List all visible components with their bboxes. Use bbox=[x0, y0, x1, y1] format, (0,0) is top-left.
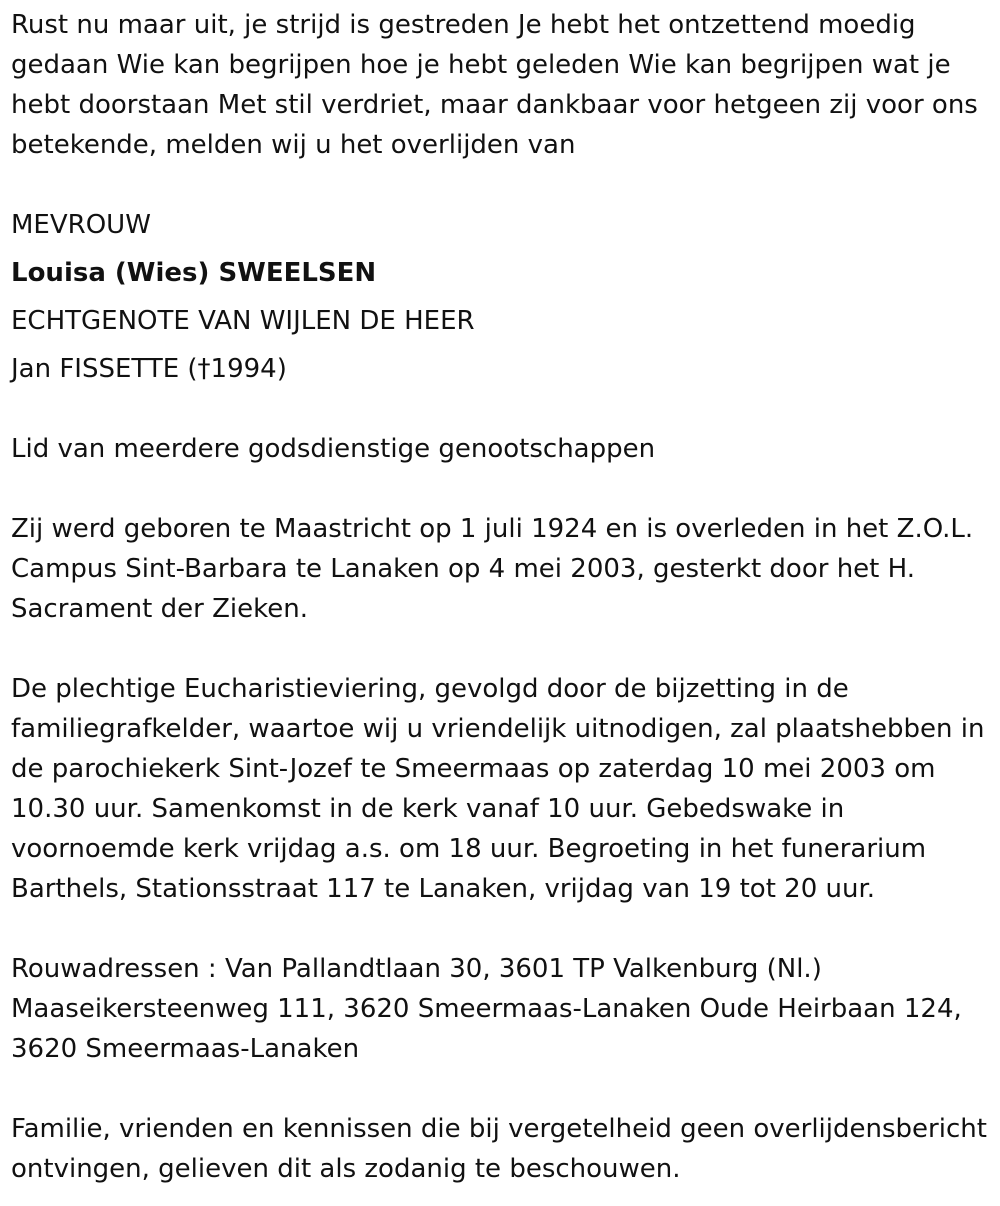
deceased-block bbox=[11, 205, 1000, 389]
spouse-name: Jan FISSETTE (†1994) bbox=[11, 354, 287, 384]
service-text: De plechtige Eucharistieviering, gevolgd door de bijzetting in de familiegrafkelder, waartoe wij u vriendelijk uitnodigen, zal plaatshebben in de parochiekerk Sint-Jozef te Smeermaas op zaterdag 10 mei 2003 om 10.30 uur. Samenkomst in de kerk vanaf 10 uur. Gebedswake in voornoemde kerk vrijdag a.s. om 18 uur. Begroeting in het funerarium Barthels, Stationsstraat 117 te Lanaken, vrijdag van 19 tot 20 uur. bbox=[11, 674, 985, 904]
spouse-label: ECHTGENOTE VAN WIJLEN DE HEER bbox=[11, 306, 475, 336]
deceased-name: Louisa (Wies) SWEELSEN bbox=[11, 258, 377, 288]
addresses-text: Rouwadressen : Van Pallandtlaan 30, 3601 TP Valkenburg (Nl.) Maaseikersteenweg 111, 3620 Smeermaas-Lanaken Oude Heirbaan 124, 3620 Smeermaas-Lanaken bbox=[11, 954, 962, 1064]
membership-text: Lid van meerdere godsdienstige genootschappen bbox=[11, 434, 656, 464]
closing-text: Familie, vrienden en kennissen die bij vergetelheid geen overlijdensbericht ontvingen, gelieven dit als zodanig te beschouwen. bbox=[11, 1114, 987, 1184]
birth-death-text: Zij werd geboren te Maastricht op 1 juli 1924 en is overleden in het Z.O.L. Campus Sint-Barbara te Lanaken op 4 mei 2003, gesterkt door het H. Sacrament der Zieken. bbox=[11, 514, 974, 624]
intro-poem: Rust nu maar uit, je strijd is gestreden Je hebt het ontzettend moedig gedaan Wie kan begrijpen hoe je hebt geleden Wie kan begrijpen wat je hebt doorstaan Met stil verdriet, maar dankbaar voor hetgeen zij voor ons betekende, melden wij u het overlijden van bbox=[11, 10, 978, 160]
title-line: MEVROUW bbox=[11, 210, 151, 240]
